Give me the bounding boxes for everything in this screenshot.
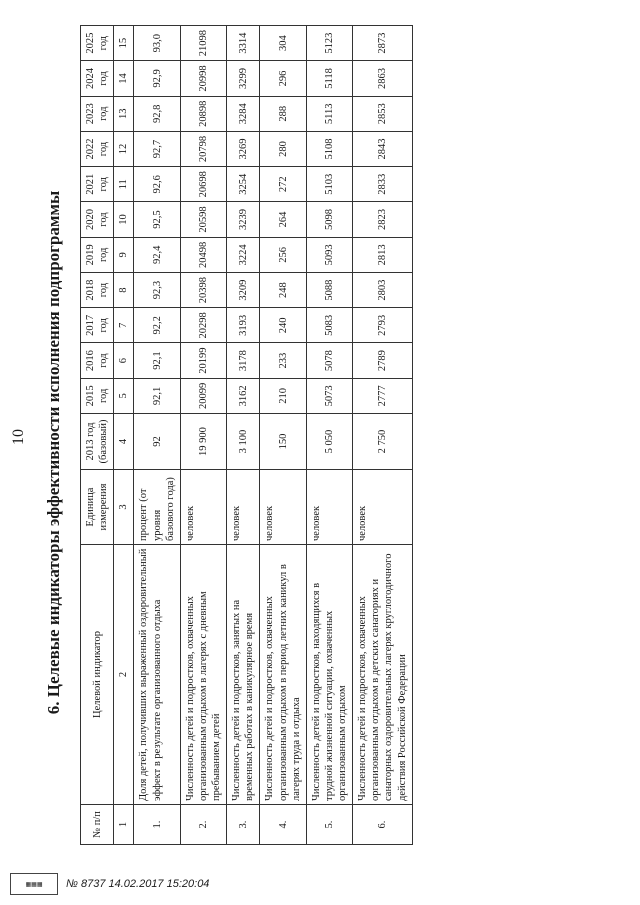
row-year-value: 3299 — [227, 61, 260, 96]
row-year-value: 20099 — [180, 378, 226, 413]
column-index: 7 — [114, 308, 134, 343]
table-row — [353, 26, 413, 845]
header-year: 2019 год — [81, 237, 114, 272]
header-year: 2024 год — [81, 61, 114, 96]
footer — [10, 873, 209, 895]
row-year-value: 2833 — [353, 167, 413, 202]
row-indicator: Численность детей и подростков, охваченных организованным отдыхом в детских санаториях и санаторных оздоровительных лагерях круглогодичного действия Российской Федерации — [353, 545, 413, 805]
row-indicator: Численность детей и подростков, охваченных организованным отдыхом в лагерях с дневным пребыванием детей — [180, 545, 226, 805]
row-year-value: 20798 — [180, 131, 226, 166]
header-base-year: 2013 год (базовый) — [81, 414, 114, 470]
row-year-value: 93,0 — [134, 26, 180, 61]
row-year-value: 92,4 — [134, 237, 180, 272]
page-number: 10 — [10, 429, 27, 445]
header-year: 2023 год — [81, 96, 114, 131]
row-year-value: 92,1 — [134, 378, 180, 413]
row-indicator: Численность детей и подростков, занятых на временных работах в каникулярное время — [227, 545, 260, 805]
table-body — [134, 26, 412, 845]
row-number: 3. — [227, 805, 260, 845]
column-index: 6 — [114, 343, 134, 378]
row-year-value: 3224 — [227, 237, 260, 272]
row-number: 2. — [180, 805, 226, 845]
table-row — [227, 26, 260, 845]
indicators-table — [80, 25, 413, 845]
row-year-value: 2803 — [353, 272, 413, 307]
row-year-value: 92,6 — [134, 167, 180, 202]
column-index: 11 — [114, 167, 134, 202]
row-unit: человек — [260, 470, 306, 545]
row-year-value: 21098 — [180, 26, 226, 61]
row-year-value: 5123 — [306, 26, 352, 61]
row-year-value: 256 — [260, 237, 306, 272]
row-number: 1. — [134, 805, 180, 845]
column-index: 3 — [114, 470, 134, 545]
header-indicator: Целевой индикатор — [81, 545, 114, 805]
row-year-value: 288 — [260, 96, 306, 131]
row-year-value: 3314 — [227, 26, 260, 61]
header-year: 2017 год — [81, 308, 114, 343]
column-index: 12 — [114, 131, 134, 166]
row-year-value: 92,7 — [134, 131, 180, 166]
row-year-value: 2873 — [353, 26, 413, 61]
table-row — [180, 26, 226, 845]
row-unit: человек — [180, 470, 226, 545]
row-number: 4. — [260, 805, 306, 845]
row-year-value: 20598 — [180, 202, 226, 237]
header-year: 2015 год — [81, 378, 114, 413]
table-row — [260, 26, 306, 845]
row-year-value: 240 — [260, 308, 306, 343]
row-unit: человек — [227, 470, 260, 545]
section-title: 6. Целевые индикаторы эффективности исполнения подпрограммы — [44, 190, 63, 715]
row-unit: процент (от уровня базового года) — [134, 470, 180, 545]
row-year-value: 248 — [260, 272, 306, 307]
row-indicator: Доля детей, получивших выраженный оздоровительный эффект в результате организованного отдыха — [134, 545, 180, 805]
registry-stamp-icon: ▦▦▦ — [10, 873, 58, 895]
row-year-value: 92,9 — [134, 61, 180, 96]
header-num: № п/п — [81, 805, 114, 845]
row-year-value: 2789 — [353, 343, 413, 378]
row-year-value: 2793 — [353, 308, 413, 343]
table-header-row — [81, 26, 114, 845]
row-year-value: 92,8 — [134, 96, 180, 131]
row-unit: человек — [306, 470, 352, 545]
row-year-value: 3239 — [227, 202, 260, 237]
row-year-value: 20898 — [180, 96, 226, 131]
row-year-value: 3269 — [227, 131, 260, 166]
row-base-value: 19 900 — [180, 414, 226, 470]
row-year-value: 272 — [260, 167, 306, 202]
table-row — [134, 26, 180, 845]
row-year-value: 2843 — [353, 131, 413, 166]
row-year-value: 92,5 — [134, 202, 180, 237]
row-year-value: 2863 — [353, 61, 413, 96]
row-year-value: 20298 — [180, 308, 226, 343]
row-year-value: 5078 — [306, 343, 352, 378]
row-year-value: 3178 — [227, 343, 260, 378]
row-year-value: 3254 — [227, 167, 260, 202]
column-index: 1 — [114, 805, 134, 845]
column-index: 9 — [114, 237, 134, 272]
row-year-value: 5118 — [306, 61, 352, 96]
row-year-value: 20398 — [180, 272, 226, 307]
header-year: 2020 год — [81, 202, 114, 237]
row-year-value: 296 — [260, 61, 306, 96]
row-year-value: 5098 — [306, 202, 352, 237]
row-year-value: 5113 — [306, 96, 352, 131]
row-year-value: 5093 — [306, 237, 352, 272]
row-year-value: 92,1 — [134, 343, 180, 378]
row-year-value: 3284 — [227, 96, 260, 131]
row-year-value: 3162 — [227, 378, 260, 413]
row-year-value: 92,2 — [134, 308, 180, 343]
row-number: 5. — [306, 805, 352, 845]
row-year-value: 92,3 — [134, 272, 180, 307]
row-base-value: 3 100 — [227, 414, 260, 470]
row-base-value: 92 — [134, 414, 180, 470]
row-year-value: 2777 — [353, 378, 413, 413]
header-year: 2025 год — [81, 26, 114, 61]
row-year-value: 3209 — [227, 272, 260, 307]
row-year-value: 5073 — [306, 378, 352, 413]
header-year: 2018 год — [81, 272, 114, 307]
table-row — [306, 26, 352, 845]
column-index: 15 — [114, 26, 134, 61]
row-indicator: Численность детей и подростков, охваченных организованным отдыхом в период летних каникул в лагерях труда и отдыха — [260, 545, 306, 805]
row-year-value: 2853 — [353, 96, 413, 131]
column-index: 4 — [114, 414, 134, 470]
row-number: 6. — [353, 805, 413, 845]
row-year-value: 2813 — [353, 237, 413, 272]
row-year-value: 20199 — [180, 343, 226, 378]
row-year-value: 5083 — [306, 308, 352, 343]
column-index: 8 — [114, 272, 134, 307]
row-year-value: 20698 — [180, 167, 226, 202]
row-year-value: 233 — [260, 343, 306, 378]
row-year-value: 5108 — [306, 131, 352, 166]
row-year-value: 210 — [260, 378, 306, 413]
column-index-row — [114, 26, 134, 845]
row-year-value: 5088 — [306, 272, 352, 307]
row-year-value: 304 — [260, 26, 306, 61]
header-unit: Единица измерения — [81, 470, 114, 545]
row-year-value: 20498 — [180, 237, 226, 272]
row-base-value: 2 750 — [353, 414, 413, 470]
row-base-value: 5 050 — [306, 414, 352, 470]
column-index: 5 — [114, 378, 134, 413]
row-year-value: 20998 — [180, 61, 226, 96]
document-stamp-text: № 8737 14.02.2017 15:20:04 — [66, 878, 210, 890]
column-index: 14 — [114, 61, 134, 96]
column-index: 10 — [114, 202, 134, 237]
row-year-value: 5103 — [306, 167, 352, 202]
column-index: 13 — [114, 96, 134, 131]
column-index: 2 — [114, 545, 134, 805]
row-year-value: 264 — [260, 202, 306, 237]
row-base-value: 150 — [260, 414, 306, 470]
row-unit: человек — [353, 470, 413, 545]
header-year: 2022 год — [81, 131, 114, 166]
row-year-value: 2823 — [353, 202, 413, 237]
row-year-value: 280 — [260, 131, 306, 166]
header-year: 2021 год — [81, 167, 114, 202]
row-year-value: 3193 — [227, 308, 260, 343]
row-indicator: Численность детей и подростков, находящихся в трудной жизненной ситуации, охваченных организованным отдыхом — [306, 545, 352, 805]
header-year: 2016 год — [81, 343, 114, 378]
